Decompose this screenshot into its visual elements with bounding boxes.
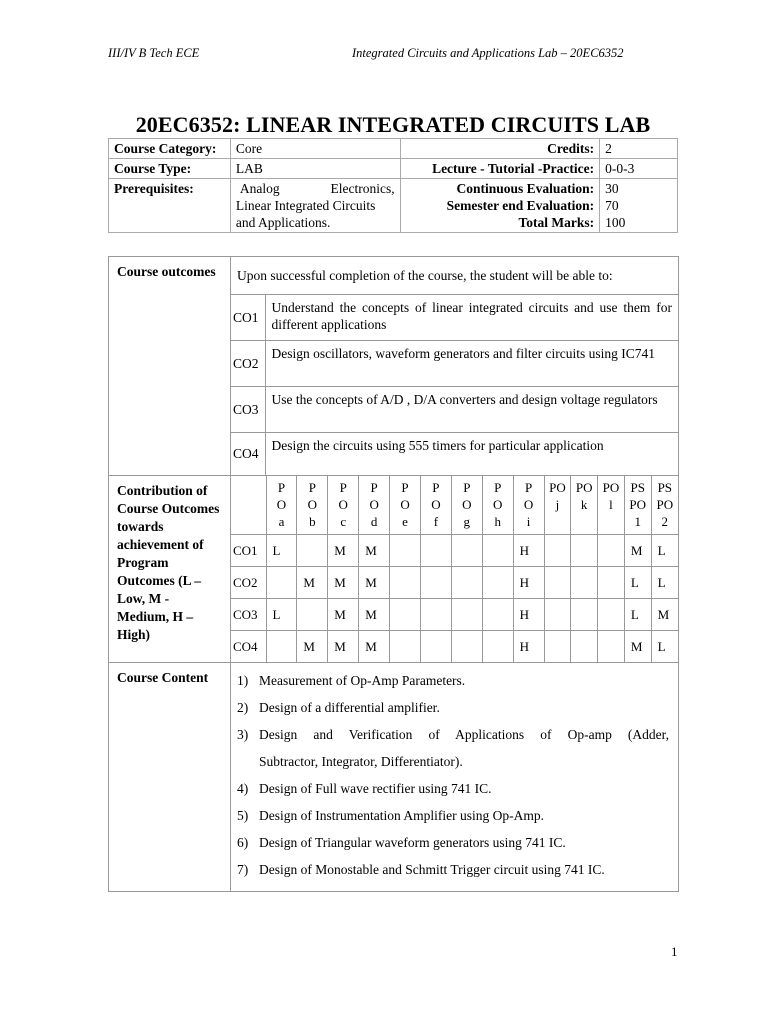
prereq-line-2: Linear Integrated Circuits xyxy=(235,198,376,213)
po-value-cell: M xyxy=(328,534,359,566)
ltp-value: 0-0-3 xyxy=(600,159,678,179)
po-header-text: PS xyxy=(630,479,645,495)
po-value-cell xyxy=(482,598,513,630)
credits-label: Credits: xyxy=(400,139,600,159)
po-value-cell xyxy=(571,630,598,662)
ce-value: 30 xyxy=(605,181,619,196)
content-label: Course Content xyxy=(109,662,231,891)
po-value-cell xyxy=(544,630,571,662)
total-label: Total Marks: xyxy=(518,215,595,230)
po-value-cell xyxy=(420,598,451,630)
po-value-cell: M xyxy=(328,630,359,662)
content-row xyxy=(109,662,679,891)
outcome-item xyxy=(231,341,678,387)
po-header-text: P xyxy=(432,479,440,495)
mapping-row xyxy=(109,475,679,662)
po-header-cell xyxy=(482,476,513,535)
po-header-text: O xyxy=(431,496,441,512)
po-value-cell xyxy=(598,534,625,566)
po-value-cell: M xyxy=(328,566,359,598)
po-value-cell xyxy=(598,566,625,598)
po-value-cell: L xyxy=(624,598,651,630)
item-number: 3) xyxy=(237,726,249,742)
item-number: 1) xyxy=(237,672,249,688)
po-value-cell: H xyxy=(513,566,544,598)
po-header-text: O xyxy=(462,496,472,512)
po-value-cell: L xyxy=(651,534,678,566)
content-item xyxy=(237,775,672,802)
po-value-cell xyxy=(390,598,421,630)
outcome-id: CO1 xyxy=(231,295,265,341)
item-text: Design of Instrumentation Amplifier using Op-Amp. xyxy=(259,807,544,823)
po-row-id: CO1 xyxy=(231,534,266,566)
po-header-text: P xyxy=(494,479,502,495)
po-header-text: a xyxy=(278,513,285,529)
prereq-line-1: Analog Electronics, xyxy=(239,181,395,196)
po-value-cell: M xyxy=(297,630,328,662)
po-value-cell xyxy=(482,534,513,566)
po-header-cell xyxy=(451,476,482,535)
item-number: 7) xyxy=(237,861,249,877)
po-mapping-table xyxy=(231,476,678,662)
po-header-text: P xyxy=(401,479,409,495)
po-value-cell: M xyxy=(297,566,328,598)
po-value-cell xyxy=(390,534,421,566)
prereq-label: Prerequisites: xyxy=(109,179,231,233)
po-header-text: f xyxy=(433,513,439,529)
po-value-cell xyxy=(297,534,328,566)
page-number: 1 xyxy=(671,944,678,959)
po-header-text: c xyxy=(340,513,347,529)
po-header-text: P xyxy=(463,479,471,495)
item-text-continued: Subtractor, Integrator, Differentiator). xyxy=(259,753,463,769)
po-value-cell xyxy=(390,630,421,662)
po-header-text: O xyxy=(523,496,534,512)
see-label: Semester end Evaluation: xyxy=(446,198,595,213)
item-text: Design of Monostable and Schmitt Trigger circuit using 741 IC. xyxy=(259,861,605,877)
outcome-item xyxy=(231,387,678,433)
item-text: Measurement of Op-Amp Parameters. xyxy=(259,672,466,688)
po-header-text: O xyxy=(307,496,318,512)
po-header-text: O xyxy=(338,496,348,512)
item-number: 2) xyxy=(237,699,249,715)
po-header-text: O xyxy=(400,496,410,512)
item-number: 6) xyxy=(237,834,249,850)
po-header-cell xyxy=(328,476,359,535)
type-value: LAB xyxy=(230,159,400,179)
po-mapping-row xyxy=(231,534,678,566)
prereq-value xyxy=(230,179,400,233)
po-header-text: h xyxy=(494,513,501,529)
po-value-cell: L xyxy=(266,598,297,630)
outcome-text: Understand the concepts of linear integrated circuits and use them for different applications xyxy=(265,295,678,341)
po-header-text: P xyxy=(524,479,533,495)
po-value-cell xyxy=(420,630,451,662)
item-number: 5) xyxy=(237,807,249,823)
po-header-text: PS xyxy=(657,479,673,495)
po-value-cell xyxy=(482,630,513,662)
evaluation-labels xyxy=(400,179,600,233)
po-header-text: g xyxy=(463,513,471,529)
po-value-cell xyxy=(451,598,482,630)
po-value-cell xyxy=(451,630,482,662)
content-item xyxy=(237,721,672,775)
po-value-cell xyxy=(571,598,598,630)
po-mapping-row xyxy=(231,566,678,598)
outcomes-intro: Upon successful completion of the course, the student will be able to: xyxy=(231,257,678,295)
po-header-text: O xyxy=(369,496,379,512)
po-value-cell xyxy=(482,566,513,598)
po-header-text: PO xyxy=(629,496,647,512)
po-header-text: 2 xyxy=(661,513,669,529)
po-value-cell: M xyxy=(651,598,678,630)
course-details-table xyxy=(108,256,679,892)
po-header-text: PO xyxy=(575,479,593,495)
content-item xyxy=(237,856,672,883)
total-value: 100 xyxy=(605,215,626,230)
document-title: 20EC6352: LINEAR INTEGRATED CIRCUITS LAB xyxy=(135,112,651,137)
po-mapping-row xyxy=(231,630,678,662)
po-value-cell xyxy=(544,534,571,566)
content-item xyxy=(237,802,672,829)
po-header-text: O xyxy=(493,496,503,512)
po-header-text: b xyxy=(309,513,316,529)
po-header-cell xyxy=(598,476,625,535)
category-label: Course Category: xyxy=(109,139,231,159)
credits-value: 2 xyxy=(600,139,678,159)
po-value-cell: H xyxy=(513,598,544,630)
po-value-cell xyxy=(598,630,625,662)
po-header-text: l xyxy=(609,496,613,512)
outcome-item xyxy=(231,295,678,341)
po-value-cell: M xyxy=(624,534,651,566)
info-row-category xyxy=(109,139,678,159)
running-header-left: III/IV B Tech ECE xyxy=(108,46,200,60)
po-value-cell xyxy=(451,534,482,566)
outcome-id: CO2 xyxy=(231,341,265,387)
mapping-label: Contribution of Course Outcomes towards achievement of Program Outcomes (L – Low, M - Medium, H – High) xyxy=(109,475,231,662)
outcomes-row xyxy=(109,257,679,476)
po-header-cell xyxy=(420,476,451,535)
po-header-cell xyxy=(359,476,390,535)
po-value-cell: M xyxy=(359,630,390,662)
po-value-cell: M xyxy=(624,630,651,662)
po-header-cell xyxy=(297,476,328,535)
po-header-text: P xyxy=(339,479,347,495)
type-label: Course Type: xyxy=(109,159,231,179)
content-item xyxy=(237,667,672,694)
po-header-text: i xyxy=(526,513,531,529)
po-header-text: PO xyxy=(602,479,620,495)
course-info-table xyxy=(108,138,678,233)
prereq-line-3: and Applications. xyxy=(235,215,331,230)
po-row-id: CO3 xyxy=(231,598,266,630)
mapping-cell xyxy=(231,475,679,662)
po-value-cell xyxy=(544,566,571,598)
po-header-text: P xyxy=(277,479,286,495)
item-text: Design and Verification of Applications of Op-amp (Adder, xyxy=(259,726,669,742)
po-value-cell xyxy=(544,598,571,630)
po-header-text: k xyxy=(580,496,588,512)
po-value-cell xyxy=(571,566,598,598)
po-corner xyxy=(231,476,266,535)
po-header-cell xyxy=(571,476,598,535)
outcomes-list xyxy=(231,257,678,475)
outcome-text: Design oscillators, waveform generators and filter circuits using IC741 xyxy=(265,341,678,387)
po-value-cell: L xyxy=(266,534,297,566)
po-value-cell: H xyxy=(513,534,544,566)
outcome-id: CO3 xyxy=(231,387,265,433)
po-header-text: 1 xyxy=(634,513,641,529)
po-header-text: d xyxy=(370,513,378,529)
po-header-text: O xyxy=(276,496,287,512)
content-item xyxy=(237,829,672,856)
po-header-text: PO xyxy=(656,496,674,512)
po-value-cell xyxy=(297,598,328,630)
po-header-text: P xyxy=(308,479,316,495)
item-number: 4) xyxy=(237,780,249,796)
po-mapping-row xyxy=(231,598,678,630)
po-value-cell xyxy=(571,534,598,566)
po-value-cell xyxy=(266,630,297,662)
item-text: Design of a differential amplifier. xyxy=(259,699,440,715)
po-value-cell: M xyxy=(359,566,390,598)
po-header-cell xyxy=(390,476,421,535)
po-header-cell xyxy=(624,476,651,535)
po-value-cell xyxy=(390,566,421,598)
po-header-cell xyxy=(266,476,297,535)
po-value-cell xyxy=(420,534,451,566)
content-cell xyxy=(231,662,679,891)
po-value-cell: M xyxy=(328,598,359,630)
po-header-text: j xyxy=(555,496,560,512)
item-text: Design of Full wave rectifier using 741 IC. xyxy=(259,780,492,796)
po-value-cell xyxy=(266,566,297,598)
po-row-id: CO2 xyxy=(231,566,266,598)
po-value-cell: H xyxy=(513,630,544,662)
info-row-type xyxy=(109,159,678,179)
outcome-text: Design the circuits using 555 timers for particular application xyxy=(265,433,678,475)
po-value-cell: M xyxy=(359,534,390,566)
po-row-id: CO4 xyxy=(231,630,266,662)
content-item xyxy=(237,694,672,721)
outcome-item xyxy=(231,433,678,475)
po-value-cell xyxy=(598,598,625,630)
outcomes-label: Course outcomes xyxy=(109,257,231,476)
outcome-text: Use the concepts of A/D , D/A converters and design voltage regulators xyxy=(265,387,678,433)
po-header-row xyxy=(231,476,678,535)
ce-label: Continuous Evaluation: xyxy=(456,181,595,196)
ltp-label: Lecture - Tutorial -Practice: xyxy=(400,159,600,179)
running-header-right: Integrated Circuits and Applications Lab – 20EC6352 xyxy=(352,46,624,60)
info-row-prereq xyxy=(109,179,678,233)
po-header-text: e xyxy=(402,513,408,529)
po-header-cell xyxy=(513,476,544,535)
po-header-cell xyxy=(651,476,678,535)
po-header-text: PO xyxy=(549,479,566,495)
outcomes-cell xyxy=(231,257,679,476)
po-header-cell xyxy=(544,476,571,535)
po-value-cell: L xyxy=(624,566,651,598)
po-value-cell: L xyxy=(651,630,678,662)
evaluation-values xyxy=(600,179,678,233)
po-value-cell xyxy=(420,566,451,598)
po-value-cell: M xyxy=(359,598,390,630)
item-text: Design of Triangular waveform generators using 741 IC. xyxy=(259,834,566,850)
content-list xyxy=(231,663,678,891)
po-header-text: P xyxy=(370,479,378,495)
po-value-cell: L xyxy=(651,566,678,598)
po-value-cell xyxy=(451,566,482,598)
category-value: Core xyxy=(230,139,400,159)
see-value: 70 xyxy=(605,198,619,213)
outcome-id: CO4 xyxy=(231,433,265,475)
